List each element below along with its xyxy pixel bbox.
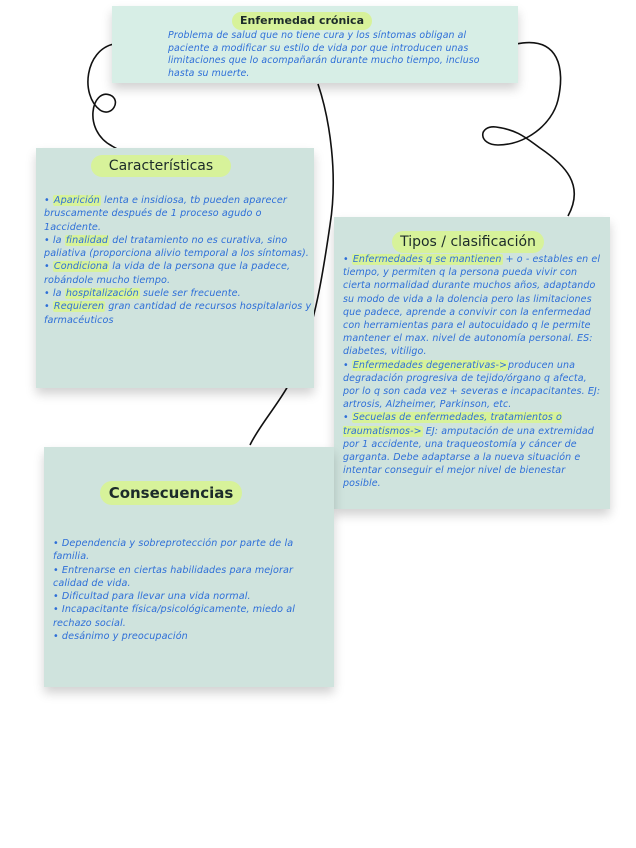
tipos-item: • Enfermedades q se mantienen + o - estables en el tiempo, y permiten q la persona pueda vivir con cierta normalidad durante muchos años, adaptando su modo de vida a la dolencia pero las limitaciones que padece, aprende a convivir con la enfermedad con herramientas para el autocuidado q le permite mantener el max. nivel de autonomía personal. ES: diabetes, vitiligo. — [343, 254, 601, 358]
consecuencias-item: • Entrenarse en ciertas habilidades para mejorar calidad de vida. — [53, 564, 294, 589]
consecuencias-list — [53, 537, 325, 643]
consecuencias-title: Consecuencias — [100, 481, 242, 505]
caracteristicas-item: • la hospitalización suele ser frecuente. — [44, 288, 241, 300]
caracteristicas-title: Características — [91, 155, 231, 177]
enfermedad-cronica-title: Enfermedad crónica — [232, 12, 372, 30]
consecuencias-item: • Dificultad para llevar una vida normal. — [53, 591, 251, 603]
tipos-item: • Secuelas de enfermedades, tratamientos o traumatismos-> EJ: amputación de una extremidad por 1 accidente, una traqueostomía y cáncer de garganta. Debe adaptarse a la nueva situación e intentar conseguir el mejor nivel de bienestar posible. — [343, 412, 594, 490]
caracteristicas-item: • Condiciona la vida de la persona que la padece, robándole mucho tiempo. — [44, 261, 291, 286]
enfermedad-cronica-note — [112, 6, 518, 83]
consecuencias-note — [44, 447, 334, 687]
tipos-title: Tipos / clasificación — [392, 231, 544, 253]
tipos-item: • Enfermedades degenerativas->producen una degradación progresiva de tejido/órgano q afecta, por lo q son cada vez + severas e incapacitantes. EJ: artrosis, Alzheimer, Parkinson, etc. — [343, 359, 601, 411]
consecuencias-item: • Dependencia y sobreprotección por parte de la familia. — [53, 538, 294, 563]
enfermedad-cronica-text: Problema de salud que no tiene cura y los síntomas obligan al paciente a modificar su estilo de vida por que introducen unas limitaciones que lo acompañarán durante mucho tiempo, incluso hasta su muerte. — [168, 30, 480, 80]
consecuencias-item: • desánimo y preocupación — [53, 631, 188, 643]
caracteristicas-list — [44, 194, 312, 327]
caracteristicas-item: • la finalidad del tratamiento no es curativa, sino paliativa (proporciona alivio temporal a los síntomas). — [44, 234, 309, 260]
caracteristicas-note — [36, 148, 314, 388]
tipos-note — [334, 217, 610, 509]
caracteristicas-item: • Requieren gran cantidad de recursos hospitalarios y farmacéuticos — [44, 301, 312, 326]
tipos-list — [343, 253, 605, 491]
caracteristicas-item: • Aparición lenta e insidiosa, tb pueden aparecer bruscamente después de 1 proceso agudo o 1accidente. — [44, 195, 287, 233]
consecuencias-item: • Incapacitante física/psicológicamente, miedo al rechazo social. — [53, 604, 296, 629]
